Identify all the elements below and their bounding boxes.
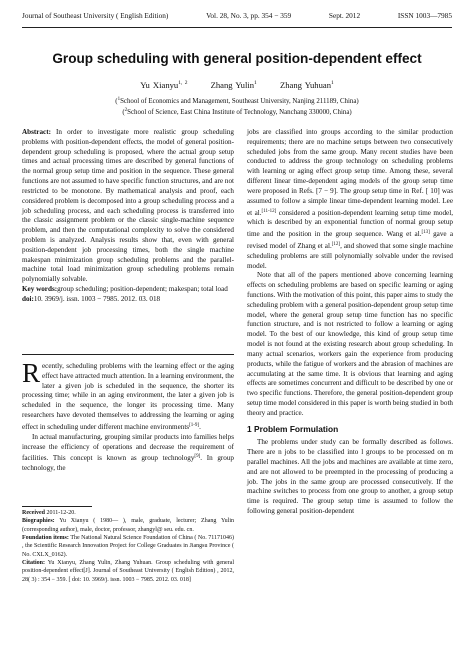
journal-name: Journal of Southeast University ( English Edition)	[22, 11, 169, 20]
section-heading: 1 Problem Formulation	[247, 423, 339, 434]
footnote-foundation: Foundation items: The National Natural Science Foundation of China ( No. 71171046) , the Scientific Research Innovation Project for College Graduates in Jiangsu Province ( No. CXLX_0162).	[22, 535, 234, 558]
header-rule	[22, 27, 452, 28]
doi: doi:10. 3969/j. issn. 1003 − 7985. 2012. 03. 018	[22, 294, 161, 303]
footnote-biographies: Biographies: Yu Xianyu ( 1980— ), male, graduate, lecturer; Zhang Yulin (corresponding author), male, doctor, professor, zhangyl@ seu. edu. cn.	[22, 518, 234, 533]
right-column	[247, 128, 453, 517]
footnote-rule	[22, 506, 92, 507]
affiliation: ($^2$School of Science, East China Institute of Technology, Nanchang 330000, China)	[122, 108, 352, 116]
abstract-block	[22, 128, 234, 305]
abstract-rule	[22, 354, 234, 355]
volume-pages: Vol. 28, No. 3, pp. 354 − 359	[206, 11, 292, 20]
footnote-citation: Citation: Yu Xianyu, Zhang Yulin, Zhang Yuhuan. Group scheduling with general position-dependent effect[J]. Journal of Southeast University ( English Edition) , 2012, 28( 3) : 354 − 359. [ doi: 10. 3969/j. issn. 1003 − 7985. 2012. 03. 018]	[22, 560, 234, 583]
author-list	[0, 80, 474, 90]
author: Zhang Yulin$^1$	[210, 80, 257, 90]
body-paragraph: The problems under study can be formally described as follows. There are n jobs to be classified into l groups to be processed on m parallel machines. All the jobs and machines are available at time zero, and are not allowed to be preempted in the processing of producing a job. The jobs in the same group are processed consecutively. If the machine switches to process from one group to another, a group setup time is required. The group setup time is assumed to follow the following general position-dependent	[247, 438, 453, 516]
footnotes	[22, 509, 234, 584]
footnote-received: Received 2011-12-20.	[22, 510, 76, 516]
author: Yu Xianyu$^{1, 2}$	[140, 80, 188, 90]
keywords: Key words:group scheduling; position-dependent; makespan; total load	[22, 285, 228, 293]
paper-title: Group scheduling with general position-dependent effect	[52, 51, 422, 66]
introduction	[22, 358, 235, 474]
author: Zhang Yuhuan$^1$	[279, 80, 334, 90]
intro-paragraph: In actual manufacturing, grouping similar products into families helps increase the efficiency of operations and decrease the requirement of facilities. This concept is known as group technology[9]. In group technology, the	[22, 432, 234, 473]
body-paragraph: Note that all of the papers mentioned above concerning learning effects on scheduling problems are based on specific learning or aging functions. With the motivation of this point, this paper aims to study the scheduling problem with a general position-dependent group setup time model, where the general group setup time function has no specific function structure, and is not restricted to follow a learning or aging model. To the best of our knowledge, this kind of group setup time model is not found at the existing research about group scheduling. In many actual scenarios, workers gain the experience from producing products, while the fatigue of workers and the abrasion of machines are accumulating at the same time. It is obvious that learning and aging effects are sometimes concurrent and difficult to be described by one or two specific functions. Therefore, the general position-dependent group setup time model considered in this paper is worth being studied in both theory and practice.	[247, 271, 453, 417]
drop-cap: R	[22, 358, 41, 388]
affiliation: ($^1$School of Economics and Management, Southeast University, Nanjing 211189, China)	[115, 97, 359, 105]
abstract: Abstract: In order to investigate more realistic group scheduling problems with position-dependent effects, the model of general position-dependent group scheduling is proposed, where the actual group setup times and actual processing times are described by general functions of the normal group setup time and position in the sequence. These general functions are not assumed to have specific function structures, and are not restricted to be monotone. By mathematical analysis and proof, each considered problem is decomposed into a group scheduling process and a job scheduling process, and each scheduling process is transferred into the classic assignment problem or the classic single-machine sequence problem, and then the computational complexity to solve the considered problem is analyzed. Analysis results show that, even with general position-dependent job processing times, both the single machine makespan minimization group scheduling problems and the parallel-machine total load minimization group scheduling problems remain polynomially solvable.	[22, 128, 234, 284]
running-header	[22, 11, 452, 25]
body-paragraph: jobs are classified into groups according to the similar production requirements; there are no machine setups between two consecutively scheduled jobs from the same group. Many recent studies have been conducted to address the group technology on scheduling problems with learning or aging effect group setup time. Among these, several different linear time-dependent aging models of the group setup time were proposed in Refs. [7 − 9]. The group setup time in Ref. [ 10] was assumed to follow a simple linear time-dependent learning model. Lee et al.[11-12] considered a position-dependent learning setup time model, which is described by an exponential function of normal group setup time and the position in the group sequence. Wang et al.[13] gave a revised model of Zhang et al.[12], and showed that some single machine scheduling problems are still polynomially solvable under the revised model.	[247, 128, 453, 270]
intro-paragraph: Recently, scheduling problems with the learning effect or the aging effect have attracted much attention. In a learning environment, the later a given job is scheduled in the sequence, the shorter its processing time; while in an aging environment, the later a given job is scheduled in the sequence, the longer its processing time. Many researchers have devoted themselves to addressing the learning or aging effect in scheduling under different machine environments[1-9].	[22, 358, 235, 431]
issue-date: Sept. 2012	[328, 11, 361, 20]
issn: ISSN 1003—7985	[397, 11, 452, 20]
